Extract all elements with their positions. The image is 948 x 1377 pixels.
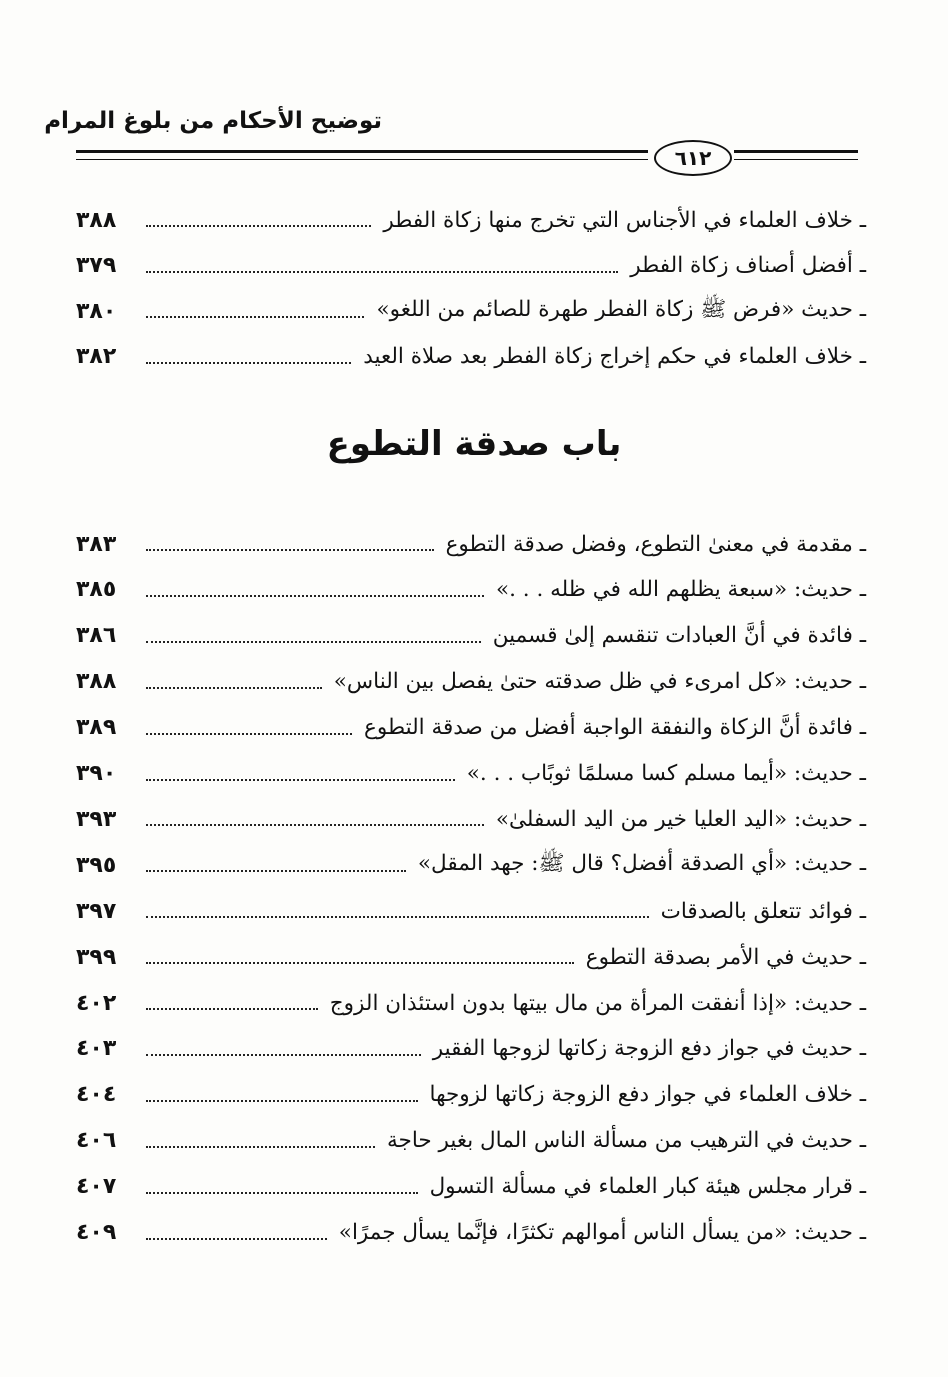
dot-leader — [146, 1054, 421, 1056]
toc-entry-title: ـ حديث: «سبعة يظلهم الله في ظله . . .» — [495, 577, 866, 603]
toc-entry-page-number: ٤٠٣ — [76, 1036, 117, 1062]
toc-entry-page-number: ٣٩٩ — [76, 944, 117, 970]
toc-entry — [76, 289, 866, 333]
toc-entry — [76, 198, 866, 242]
page-number: ٦١٢ — [654, 140, 732, 176]
toc-entry — [76, 1165, 866, 1209]
toc-entry-title: ـ حديث في جواز دفع الزوجة زكاتها لزوجها الفقير — [432, 1036, 866, 1062]
toc-entry — [76, 752, 866, 796]
toc-entry — [76, 981, 866, 1025]
toc-entry — [76, 335, 866, 379]
toc-entry-page-number: ٣٨٢ — [76, 344, 117, 369]
toc-entry-page-number: ٤٠٩ — [76, 1220, 117, 1245]
toc-entry-page-number: ٤٠٢ — [76, 990, 117, 1016]
toc-entry-title: ـ خلاف العلماء في حكم إخراج زكاة الفطر بعد صلاة العيد — [363, 344, 866, 369]
dot-leader — [146, 1100, 418, 1102]
running-header-title: توضيح الأحكام من بلوغ المرام — [44, 108, 382, 134]
dot-leader — [146, 824, 484, 826]
toc-entry-title: ـ حديث في الترهيب من مسألة الناس المال بغير حاجة — [387, 1128, 866, 1154]
toc-entry-title: ـ حديث: «كل امرىء في ظل صدقته حتىٰ يفصل بين الناس» — [333, 669, 866, 695]
toc-entry — [76, 797, 866, 841]
dot-leader — [146, 641, 481, 643]
toc-entry-page-number: ٣٨٣ — [76, 531, 117, 557]
dot-leader — [146, 916, 649, 918]
toc-entry-title: ـ حديث: «اليد العليا خير من اليد السفلىٰ» — [495, 806, 866, 832]
toc-entry — [76, 1119, 866, 1163]
toc-entry-page-number: ٣٨٩ — [76, 715, 117, 741]
dot-leader — [146, 870, 406, 872]
toc-entry-title: ـ خلاف العلماء في الأجناس التي تخرج منها زكاة الفطر — [383, 207, 866, 233]
toc-entry-page-number: ٤٠٧ — [76, 1174, 117, 1200]
toc-entry-title: ـ فائدة أنَّ الزكاة والنفقة الواجبة أفضل من صدقة التطوع — [364, 715, 866, 741]
toc-entry-title: ـ أفضل أصناف زكاة الفطر — [630, 253, 866, 278]
dot-leader — [146, 549, 434, 551]
toc-entry-page-number: ٣٧٩ — [76, 253, 117, 278]
toc-entry — [76, 1073, 866, 1117]
toc-entry-title: ـ حديث: «أي الصدقة أفضل؟ قال ﷺ: جهد المقل» — [417, 850, 866, 876]
dot-leader — [146, 962, 574, 964]
toc-entry-title: ـ مقدمة في معنىٰ التطوع، وفضل صدقة التطوع — [445, 531, 866, 557]
toc-entry-page-number: ٤٠٦ — [76, 1128, 117, 1154]
dot-leader — [146, 1192, 418, 1194]
dot-leader — [146, 779, 455, 781]
toc-entry — [76, 843, 866, 887]
dot-leader — [146, 316, 364, 318]
toc-entry-page-number: ٤٠٤ — [76, 1082, 117, 1108]
toc-entry — [76, 660, 866, 704]
toc-entry-page-number: ٣٩٧ — [76, 898, 117, 924]
toc-entry-title: ـ حديث «فرض ﷺ زكاة الفطر طهرة للصائم من اللغو» — [376, 296, 866, 322]
toc-entry-page-number: ٣٨٦ — [76, 623, 117, 649]
toc-entry — [76, 1211, 866, 1255]
toc-entry — [76, 614, 866, 658]
toc-entry — [76, 522, 866, 566]
toc-entry-title: ـ حديث: «إذا أنفقت المرأة من مال بيتها بدون استئذان الزوج — [329, 990, 866, 1016]
toc-entry-page-number: ٣٨٨ — [76, 207, 117, 233]
dot-leader — [146, 687, 322, 689]
toc-entry-page-number: ٣٩٣ — [76, 806, 117, 832]
toc-entry — [76, 889, 866, 933]
dot-leader — [146, 1008, 318, 1010]
toc-entry — [76, 706, 866, 750]
dot-leader — [146, 733, 352, 735]
toc-entry-title: ـ فائدة في أنَّ العبادات تنقسم إلىٰ قسمين — [492, 623, 866, 649]
toc-entry — [76, 568, 866, 612]
dot-leader — [146, 362, 351, 364]
toc-entry-page-number: ٣٨٥ — [76, 577, 117, 603]
toc-entry — [76, 244, 866, 288]
toc-entry-title: ـ فوائد تتعلق بالصدقات — [660, 898, 866, 924]
dot-leader — [146, 225, 371, 227]
toc-entry-title: ـ حديث: «أيما مسلم كسا مسلمًا ثوبًاب . . .» — [466, 761, 866, 786]
toc-entry-title: ـ حديث في الأمر بصدقة التطوع — [585, 944, 866, 970]
dot-leader — [146, 1146, 375, 1148]
dot-leader — [146, 271, 618, 273]
section-heading: باب صدقة التطوع — [326, 424, 622, 464]
toc-entry-title: ـ قرار مجلس هيئة كبار العلماء في مسألة التسول — [429, 1174, 866, 1200]
toc-entry-title: ـ حديث: «من يسأل الناس أموالهم تكثرًا، فإنَّما يسأل جمرًا» — [338, 1220, 866, 1245]
toc-entry — [76, 935, 866, 979]
toc-entry-page-number: ٣٩٠ — [76, 761, 117, 786]
toc-entry-page-number: ٣٨٠ — [76, 298, 117, 324]
toc-entry — [76, 1027, 866, 1071]
toc-entry-page-number: ٣٨٨ — [76, 669, 117, 695]
toc-entry-title: ـ خلاف العلماء في جواز دفع الزوجة زكاتها لزوجها — [429, 1082, 866, 1108]
toc-entry-page-number: ٣٩٥ — [76, 852, 117, 878]
dot-leader — [146, 595, 484, 597]
dot-leader — [146, 1238, 327, 1240]
